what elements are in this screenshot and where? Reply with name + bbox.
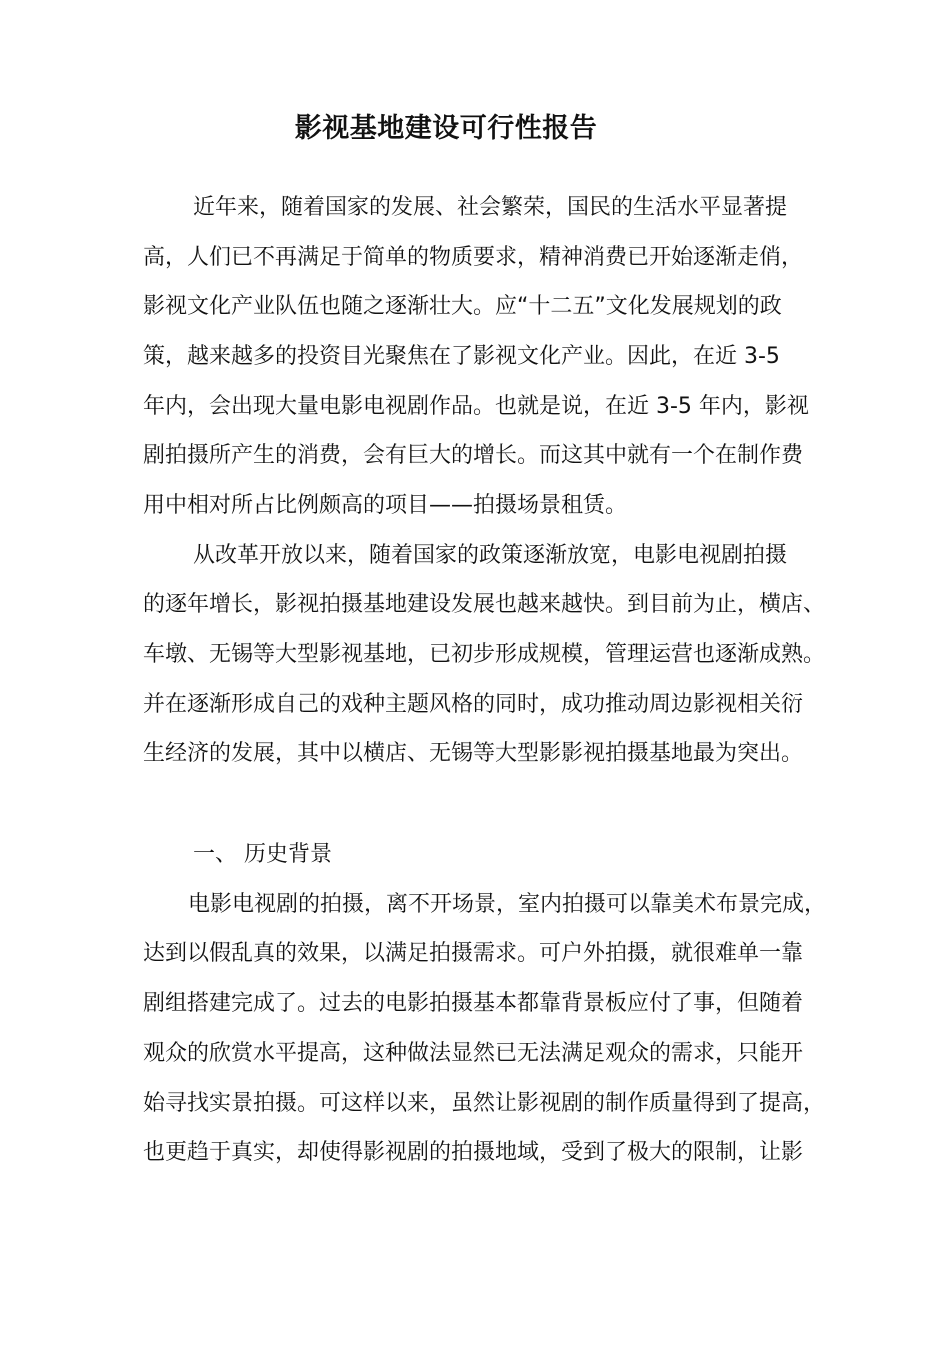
paragraph2-line: 车墩、无锡等大型影视基地，已初步形成规模，管理运营也逐渐成熟。 xyxy=(143,642,826,667)
paragraph1-line: 剧拍摄所产生的消费，会有巨大的增长。而这其中就有一个在制作费 xyxy=(143,443,804,468)
paragraph3-line: 达到以假乱真的效果，以满足拍摄需求。可户外拍摄，就很难单一靠 xyxy=(143,941,804,966)
paragraph1-line: 策，越来越多的投资目光聚焦在了影视文化产业。因此，在近 3-5 xyxy=(143,344,780,369)
paragraph1-line: 影视文化产业队伍也随之逐渐壮大。应“十二五”文化发展规划的政 xyxy=(143,294,782,319)
paragraph1-line: 近年来，随着国家的发展、社会繁荣，国民的生活水平显著提 xyxy=(193,195,788,220)
section-heading: 一、 历史背景 xyxy=(193,842,332,867)
paragraph3-line: 观众的欣赏水平提高，这种做法显然已无法满足观众的需求，只能开 xyxy=(143,1041,804,1066)
paragraph1-line: 用中相对所占比例颇高的项目——拍摄场景租赁。 xyxy=(143,493,628,518)
paragraph2-line: 从改革开放以来，随着国家的政策逐渐放宽，电影电视剧拍摄 xyxy=(193,543,788,568)
paragraph3-line: 也更趋于真实，却使得影视剧的拍摄地域，受到了极大的限制，让影 xyxy=(143,1140,804,1165)
paragraph1-line: 高，人们已不再满足于简单的物质要求，精神消费已开始逐渐走俏， xyxy=(143,245,804,270)
paragraph2-line: 并在逐渐形成自己的戏种主题风格的同时，成功推动周边影视相关衍 xyxy=(143,692,804,717)
paragraph2-line: 的逐年增长，影视拍摄基地建设发展也越来越快。到目前为止，横店、 xyxy=(143,592,826,617)
paragraph3-line: 始寻找实景拍摄。可这样以来，虽然让影视剧的制作质量得到了提高， xyxy=(143,1091,826,1116)
paragraph3-line: 电影电视剧的拍摄，离不开场景，室内拍摄可以靠美术布景完成， xyxy=(188,892,827,917)
paragraph3-line: 剧组搭建完成了。过去的电影拍摄基本都靠背景板应付了事，但随着 xyxy=(143,991,804,1016)
paragraph2-line: 生经济的发展，其中以横店、无锡等大型影影视拍摄基地最为突出。 xyxy=(143,741,804,766)
paragraph1-line: 年内，会出现大量电影电视剧作品。也就是说，在近 3-5 年内，影视 xyxy=(143,394,809,419)
document-title: 影视基地建设可行性报告 xyxy=(294,113,598,144)
